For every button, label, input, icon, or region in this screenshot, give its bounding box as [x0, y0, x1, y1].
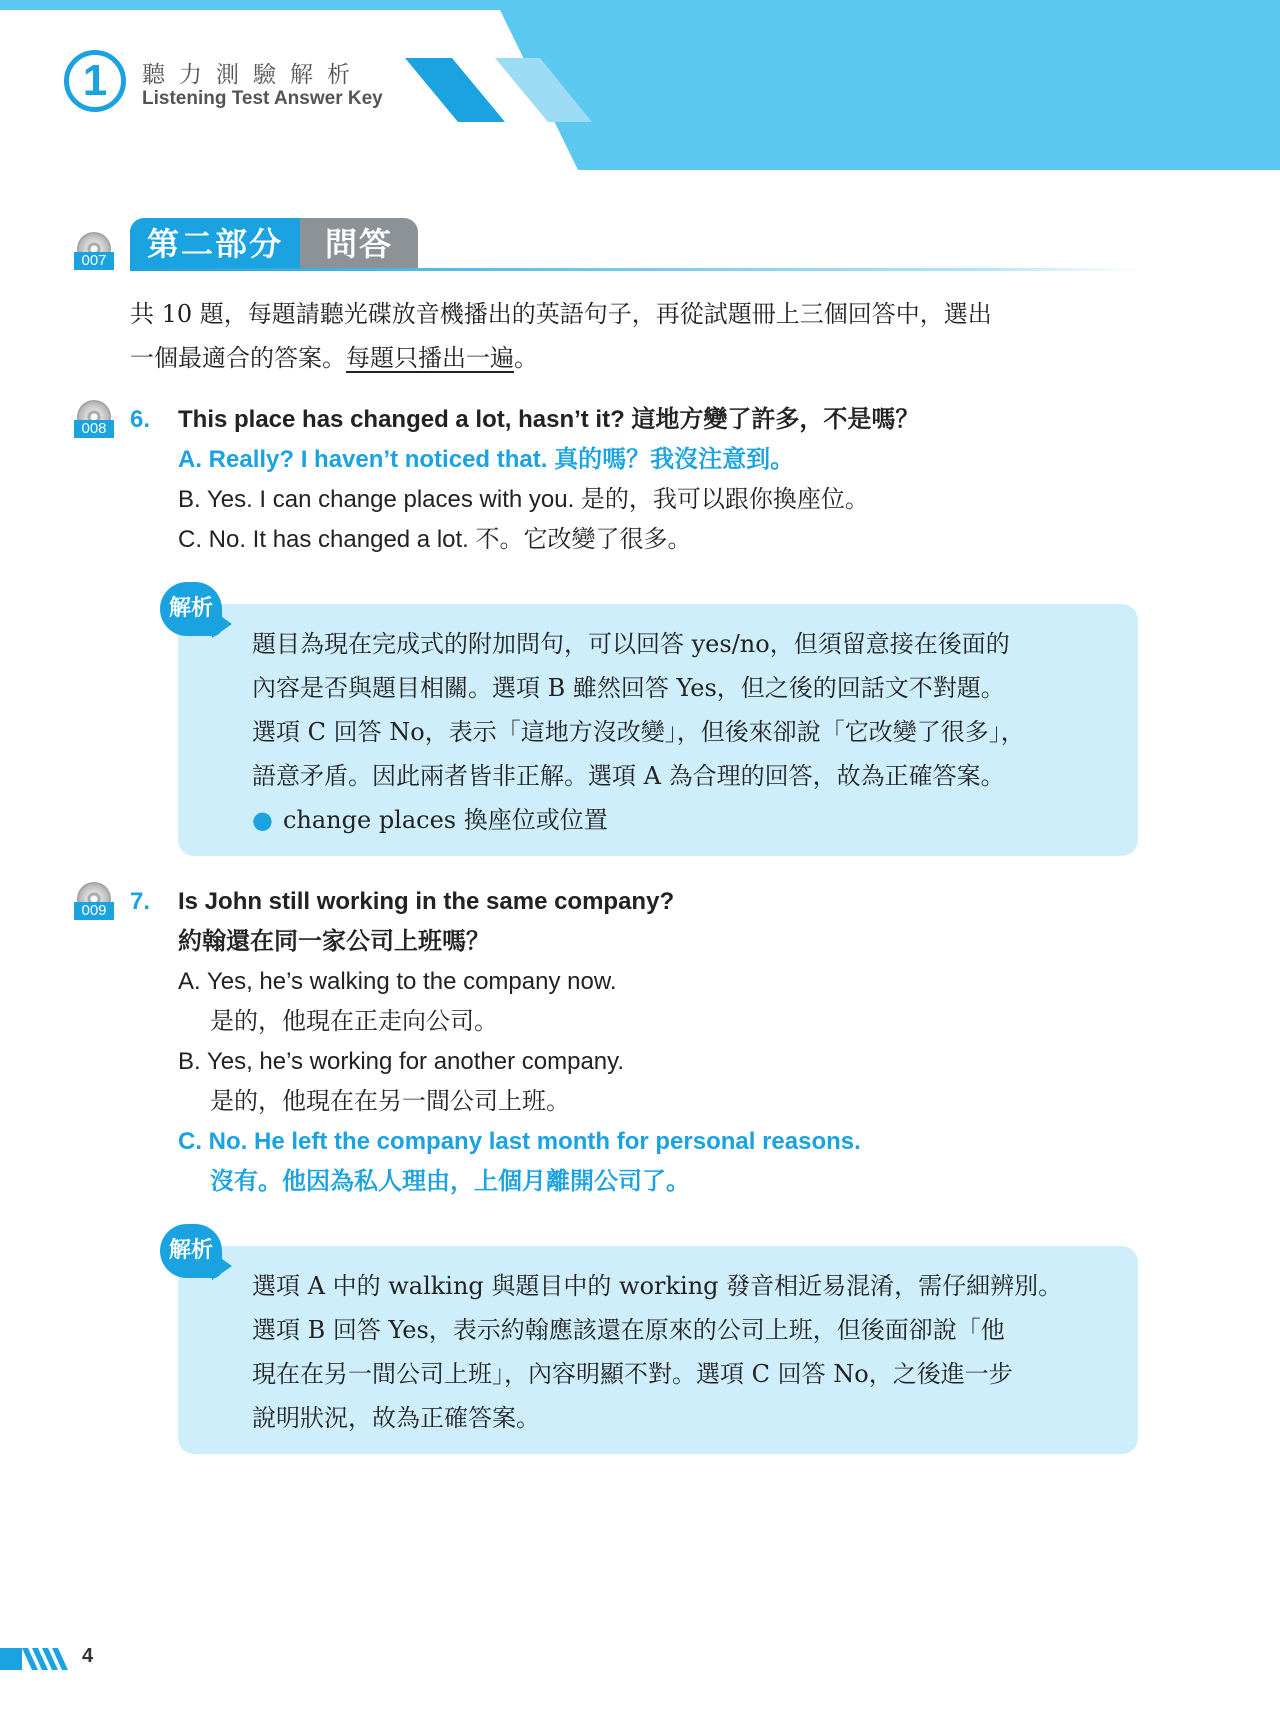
question-number: 6. — [130, 406, 151, 433]
option-b: B. Yes, he’s working for another company. — [178, 1048, 625, 1075]
analysis-line: 選項 C 回答 No，表示「這地方沒改變」，但後來卻說「它改變了很多」， — [252, 718, 1025, 746]
analysis-label: 解析 — [160, 1224, 222, 1278]
page-number: 4 — [82, 1645, 94, 1667]
analysis-line: 說明狀況，故為正確答案。 — [252, 1404, 540, 1432]
option-b-translation: 是的，他現在在另一間公司上班。 — [210, 1088, 570, 1115]
option-c: C. No. It has changed a lot. 不。它改變了很多。 — [178, 526, 692, 553]
question-7 — [130, 882, 1140, 1202]
analysis-tag-q6 — [160, 582, 240, 644]
question-text: Is John still working in the same company? — [178, 888, 675, 915]
track-number: 008 — [74, 420, 114, 438]
bullet-icon: ● — [252, 806, 273, 834]
part-label: 第二部分 — [130, 218, 300, 270]
option-b: B. Yes. I can change places with you. 是的，我可以跟你換座位。 — [178, 486, 869, 513]
analysis-box-q6 — [178, 604, 1138, 856]
question-text: This place has changed a lot, hasn’t it? 這地方變了許多，不是嗎？ — [178, 406, 920, 433]
question-6 — [130, 400, 1140, 560]
chapter-number-badge: 1 — [64, 50, 126, 112]
option-c-correct: C. No. He left the company last month for personal reasons. — [178, 1128, 861, 1155]
analysis-tag-q7 — [160, 1224, 240, 1286]
instructions-line-2: 一個最適合的答案。每題只播出一遍。 — [130, 344, 538, 372]
track-number: 007 — [74, 252, 114, 270]
analysis-line: 選項 B 回答 Yes，表示約翰應該還在原來的公司上班，但後面卻說「他 — [252, 1316, 1005, 1344]
instructions-line-1: 共 10 題，每題請聽光碟放音機播出的英語句子，再從試題冊上三個回答中，選出 — [130, 300, 992, 328]
question-text-zh: 約翰還在同一家公司上班嗎？ — [178, 928, 490, 955]
part-instructions — [130, 292, 1140, 380]
track-number: 009 — [74, 902, 114, 920]
analysis-line: 選項 A 中的 walking 與題目中的 working 發音相近易混淆，需仔細辨別。 — [252, 1272, 1063, 1300]
option-a-translation: 是的，他現在正走向公司。 — [210, 1008, 498, 1035]
chapter-title-zh: 聽力測驗解析 — [142, 62, 364, 88]
cd-track-icon — [74, 400, 114, 438]
part-underline — [130, 268, 1140, 271]
analysis-label: 解析 — [160, 582, 222, 636]
analysis-line: 語意矛盾。因此兩者皆非正解。選項 A 為合理的回答，故為正確答案。 — [252, 762, 1005, 790]
option-a: A. Yes, he’s walking to the company now. — [178, 968, 617, 995]
analysis-line: 現在在另一間公司上班」，內容明顯不對。選項 C 回答 No，之後進一步 — [252, 1360, 1013, 1388]
part-type-label: 問答 — [300, 218, 418, 270]
instructions-emphasis: 每題只播出一遍 — [346, 344, 514, 372]
option-a-correct: A. Really? I haven’t noticed that. 真的嗎？我沒注意到。 — [178, 446, 795, 473]
footer-stripes-decoration — [0, 1648, 70, 1670]
option-c-translation: 沒有。他因為私人理由，上個月離開公司了。 — [210, 1168, 690, 1195]
vocab-bullet: ● change places 換座位或位置 — [252, 806, 608, 834]
cd-track-icon — [74, 232, 114, 270]
chapter-title-en: Listening Test Answer Key — [142, 88, 383, 109]
question-number: 7. — [130, 888, 151, 915]
cd-track-icon — [74, 882, 114, 920]
analysis-line: 內容是否與題目相關。選項 B 雖然回答 Yes，但之後的回話文不對題。 — [252, 674, 1005, 702]
analysis-line: 題目為現在完成式的附加問句，可以回答 yes/no，但須留意接在後面的 — [252, 630, 1010, 658]
analysis-box-q7 — [178, 1246, 1138, 1454]
